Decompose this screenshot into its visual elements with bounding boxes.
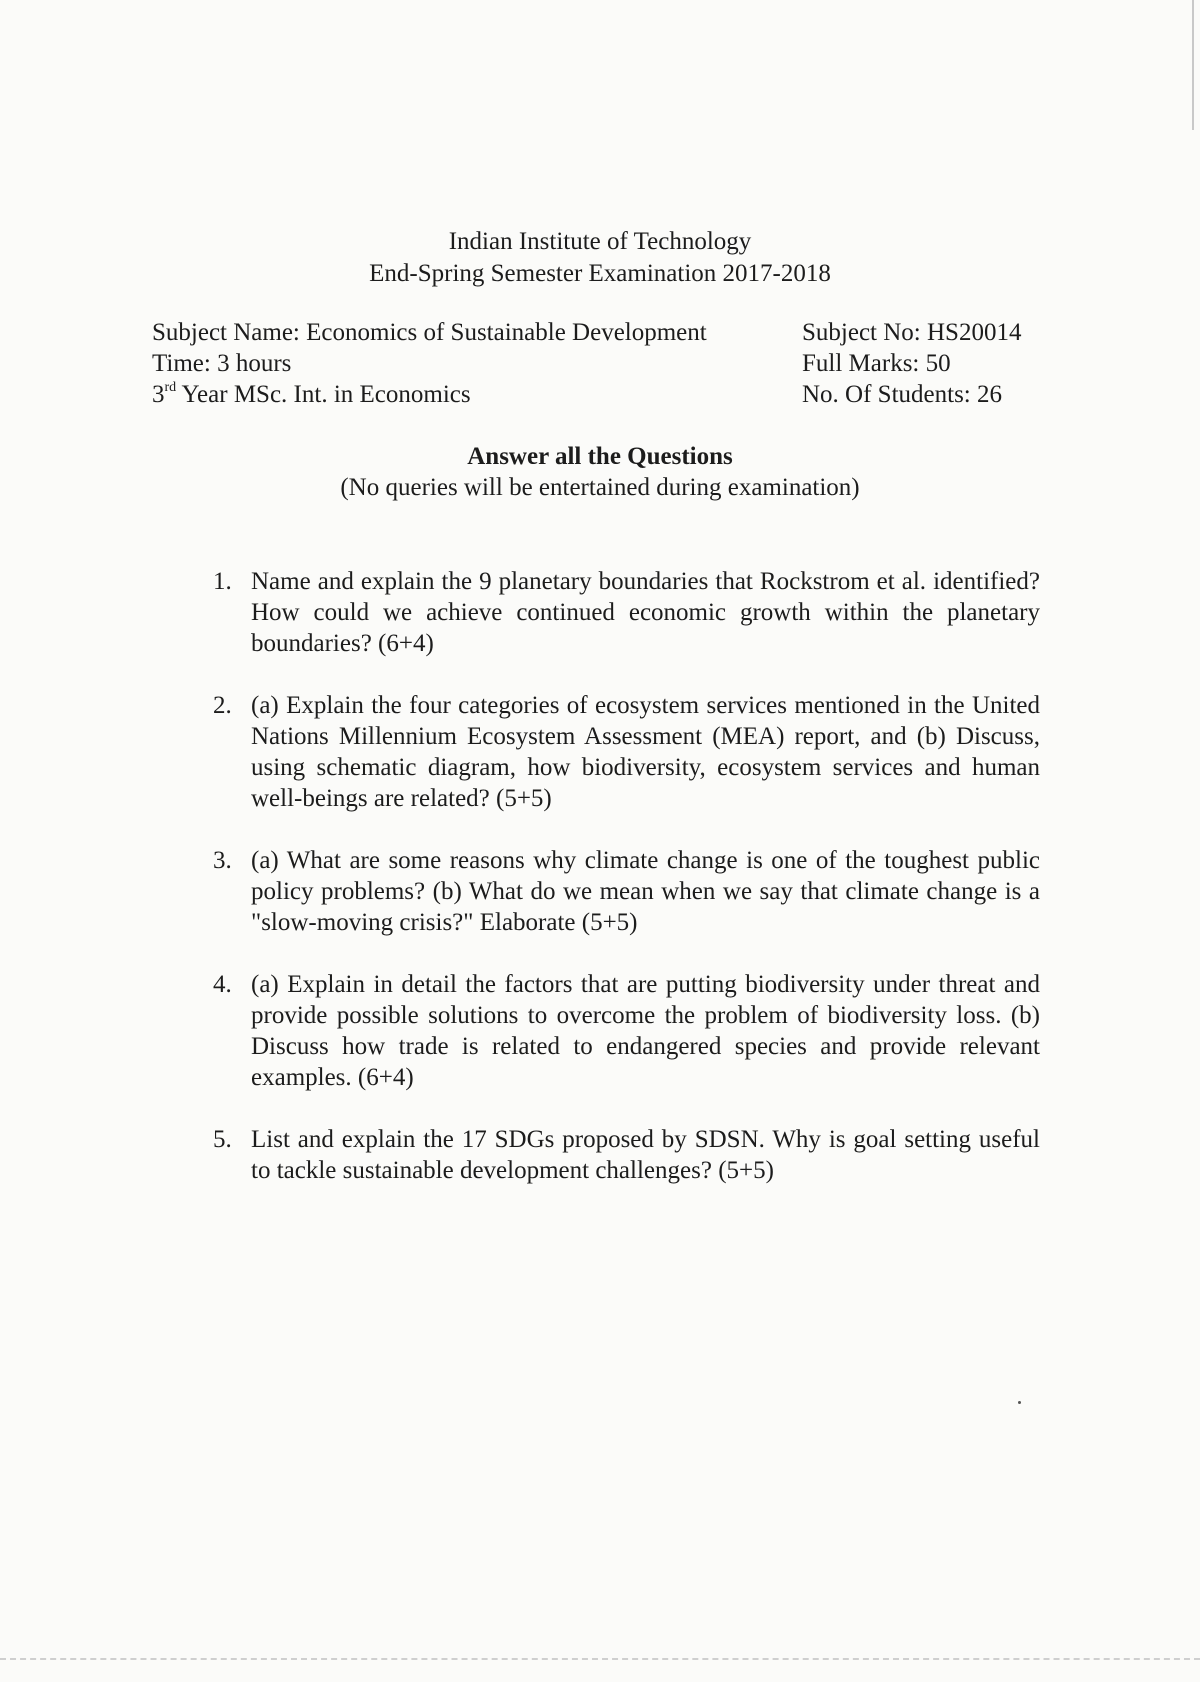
subject-number: Subject No: HS20014	[802, 319, 1022, 346]
instructions-heading: Answer all the Questions	[467, 443, 733, 470]
year-suffix: rd	[164, 379, 177, 395]
year-program	[152, 379, 707, 410]
question-number: 1.	[213, 568, 232, 595]
question-item	[213, 969, 1040, 1093]
year-rest: Year MSc. Int. in Economics	[176, 381, 471, 408]
instructions-note: (No queries will be entertained during examination)	[340, 474, 860, 501]
exam-header	[0, 226, 1200, 290]
question-number: 2.	[213, 692, 232, 719]
year-ordinal: 3	[152, 381, 165, 408]
question-text: (a) What are some reasons why climate change is one of the toughest public policy problems? (b) What do we mean when we say that climate change is a "slow-moving crisis?" Elaborate (5+5)	[251, 847, 1040, 936]
question-number: 3.	[213, 847, 232, 874]
question-item	[213, 690, 1040, 814]
scan-speck	[1018, 1401, 1021, 1404]
question-text: List and explain the 17 SDGs proposed by SDSN. Why is goal setting useful to tackle sustainable development challenges? (5+5)	[251, 1126, 1040, 1184]
student-count: No. Of Students: 26	[802, 381, 1002, 408]
exam-time: Time: 3 hours	[152, 350, 292, 377]
subject-name: Subject Name: Economics of Sustainable Development	[152, 319, 707, 346]
scan-edge-bottom	[0, 1658, 1200, 1660]
question-text: (a) Explain in detail the factors that are putting biodiversity under threat and provide possible solutions to overcome the problem of biodiversity loss. (b) Discuss how trade is related to endangered species and provide relevant examples. (6+4)	[251, 971, 1040, 1091]
question-number: 4.	[213, 971, 232, 998]
exam-title: End-Spring Semester Examination 2017-2018	[369, 260, 831, 287]
scan-edge-right	[1192, 0, 1194, 130]
instructions	[0, 441, 1200, 503]
question-item	[213, 1124, 1040, 1186]
question-item	[213, 845, 1040, 938]
full-marks: Full Marks: 50	[802, 350, 951, 377]
exam-meta-left	[152, 317, 707, 410]
question-item	[213, 566, 1040, 659]
institute-name: Indian Institute of Technology	[448, 228, 752, 255]
exam-meta-right	[802, 317, 1021, 410]
question-list	[213, 566, 1040, 1217]
question-number: 5.	[213, 1126, 232, 1153]
question-text: Name and explain the 9 planetary boundaries that Rockstrom et al. identified? How could we achieve continued economic growth within the planetary boundaries? (6+4)	[251, 568, 1040, 657]
question-text: (a) Explain the four categories of ecosystem services mentioned in the United Nations Millennium Ecosystem Assessment (MEA) report, and (b) Discuss, using schematic diagram, how biodiversity, ecosystem services and human well-beings are related? (5+5)	[251, 692, 1040, 812]
